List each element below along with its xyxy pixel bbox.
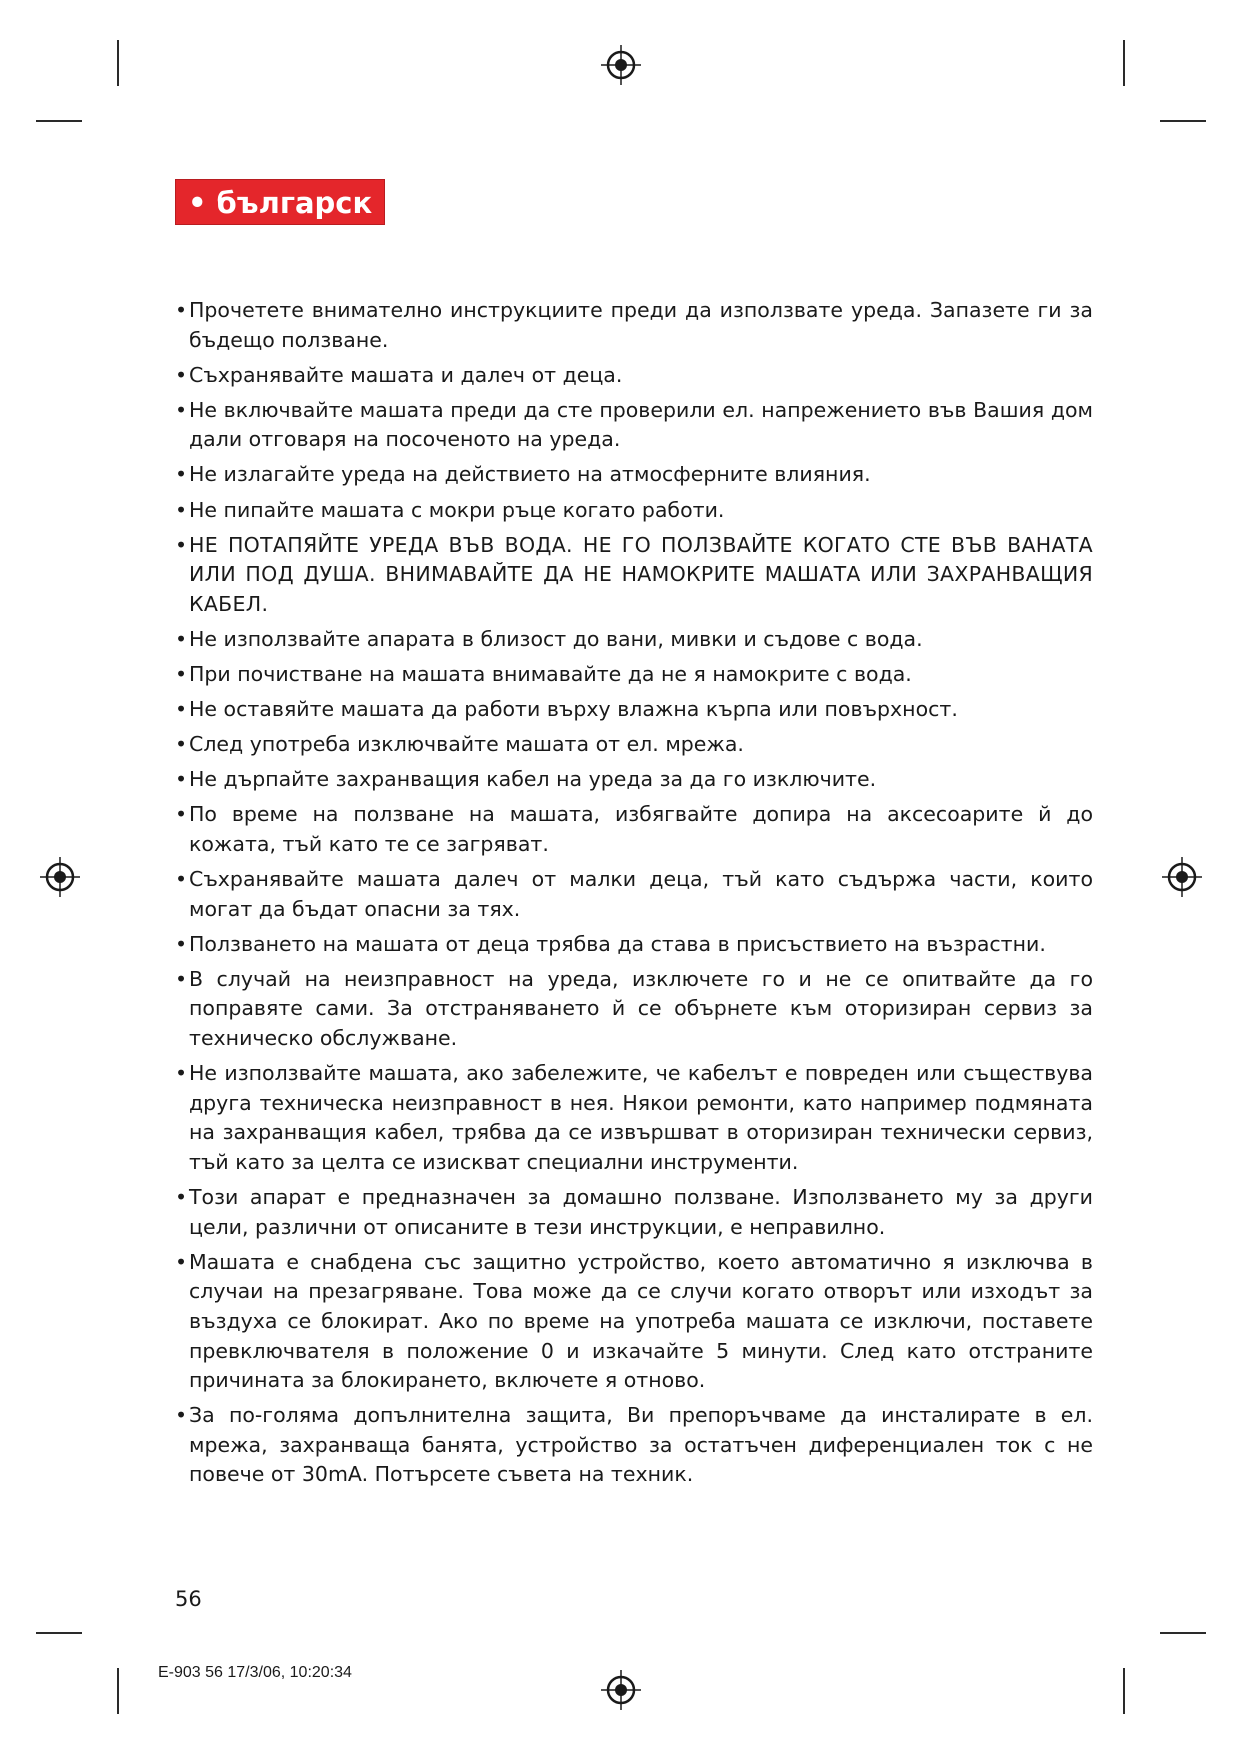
instruction-item	[175, 1401, 1093, 1490]
instruction-item	[175, 625, 1093, 655]
instruction-text: • При почистване на машата внимавайте да не я намокрите с вода.	[189, 662, 912, 687]
instruction-item	[175, 460, 1093, 490]
instruction-item	[175, 1059, 1093, 1177]
registration-mark-left-icon	[40, 857, 80, 897]
instruction-text: • По време на ползване на машата, избягвайте допира на аксесоарите й до кожата, тъй като те се загряват.	[189, 802, 1093, 856]
instruction-text: • Не излагайте уреда на действието на атмосферните влияния.	[189, 462, 871, 487]
instruction-text: • За по-голяма допълнителна защита, Ви препоръчваме да инсталирате в ел. мрежа, захранваща банята, устройство за остатъчен диференциален ток с не повече от 30mA. Потърсете съвета на техник.	[189, 1403, 1093, 1487]
instruction-item	[175, 396, 1093, 455]
crop-mark-bottom-left-vertical	[117, 1668, 119, 1714]
instruction-item	[175, 296, 1093, 355]
registration-mark-right-icon	[1162, 857, 1202, 897]
instruction-item	[175, 660, 1093, 690]
instruction-text: • Този апарат е предназначен за домашно ползване. Използването му за други цели, различни от описаните в тези инструкции, е неправилно.	[189, 1185, 1093, 1239]
registration-mark-bottom-icon	[601, 1670, 641, 1710]
instruction-text: • Ползването на машата от деца трябва да става в присъствието на възрастни.	[189, 931, 1046, 956]
safety-instructions-list	[175, 296, 1093, 1495]
instruction-text: • Не пипайте машата с мокри ръце когато работи.	[189, 497, 725, 522]
crop-mark-bottom-left-horizontal	[36, 1632, 82, 1634]
print-slug: E-903 56 17/3/06, 10:20:34	[158, 1664, 352, 1681]
instruction-item	[175, 800, 1093, 859]
instruction-text: • В случай на неизправност на уреда, изключете го и не се опитвайте да го поправяте сами. За отстраняването й се обърнете към оторизиран сервиз за техническо обслужване.	[189, 966, 1093, 1051]
registration-mark-top-icon	[601, 45, 641, 85]
instruction-item	[175, 865, 1093, 924]
instruction-item	[175, 361, 1093, 391]
crop-mark-top-right-horizontal	[1160, 120, 1206, 122]
page-number: 56	[175, 1587, 202, 1611]
instruction-item	[175, 965, 1093, 1054]
instruction-text: • НЕ ПОТАПЯЙТЕ УРЕДА ВЪВ ВОДА. НЕ ГО ПОЛЗВАЙТЕ КОГАТО СТЕ ВЪВ ВАНАТА ИЛИ ПОД ДУША. ВНИМАВАЙТЕ ДА НЕ НАМОКРИТЕ МАШАТА ИЛИ ЗАХРАНВАЩИЯ КАБЕЛ.	[189, 532, 1093, 616]
instruction-text: • След употреба изключвайте машата от ел. мрежа.	[189, 732, 744, 757]
instruction-item	[175, 496, 1093, 526]
instruction-text: • Не използвайте машата, ако забележите, че кабелът е повреден или съществува друга техническа неизправност в нея. Някои ремонти, като например подмяната на захранващия кабел, трябва да се извършват в оторизиран технически сервиз, тъй като за целта се изискват специални инструменти.	[189, 1061, 1093, 1174]
crop-mark-bottom-right-horizontal	[1160, 1632, 1206, 1634]
crop-mark-top-left-vertical	[117, 40, 119, 86]
instruction-text: • Не дърпайте захранващия кабел на уреда за да го изключите.	[189, 767, 877, 792]
instruction-text: • Съхранявайте машата далеч от малки деца, тъй като съдържа части, които могат да бъдат опасни за тях.	[189, 867, 1093, 921]
crop-mark-top-left-horizontal	[36, 120, 82, 122]
crop-mark-top-right-vertical	[1123, 40, 1125, 86]
language-tab	[175, 179, 385, 225]
instruction-item	[175, 730, 1093, 760]
instruction-item-warning	[175, 531, 1093, 620]
instruction-item	[175, 765, 1093, 795]
instruction-text: • Машата е снабдена със защитно устройство, което автоматично я изключва в случаи на презагряване. Това може да се случи когато отворът или изходът за въздуха се блокират. Ако по време на употреба машата се изключи, поставете превключвателя в положение 0 и изкачайте 5 минути. След като отстраните причината за блокирането, включете я отново.	[189, 1249, 1093, 1393]
instruction-text: • Не използвайте апарата в близост до вани, мивки и съдове с вода.	[189, 626, 923, 651]
instruction-text: • Прочетете внимателно инструкциите преди да използвате уреда. Запазете ги за бъдещо ползване.	[189, 298, 1093, 352]
instruction-item	[175, 695, 1093, 725]
instruction-text: • Съхранявайте машата и далеч от деца.	[189, 362, 623, 387]
instruction-text: • Не включвайте машата преди да сте проверили ел. напрежението във Вашия дом дали отговаря на посоченото на уреда.	[189, 397, 1093, 452]
instruction-item	[175, 930, 1093, 960]
instruction-item	[175, 1183, 1093, 1242]
instruction-item	[175, 1248, 1093, 1396]
language-tab-label: българск	[216, 186, 373, 220]
instruction-text: • Не оставяйте машата да работи върху влажна кърпа или повърхност.	[189, 697, 958, 722]
language-tab-bullet: •	[188, 186, 207, 220]
crop-mark-bottom-right-vertical	[1123, 1668, 1125, 1714]
